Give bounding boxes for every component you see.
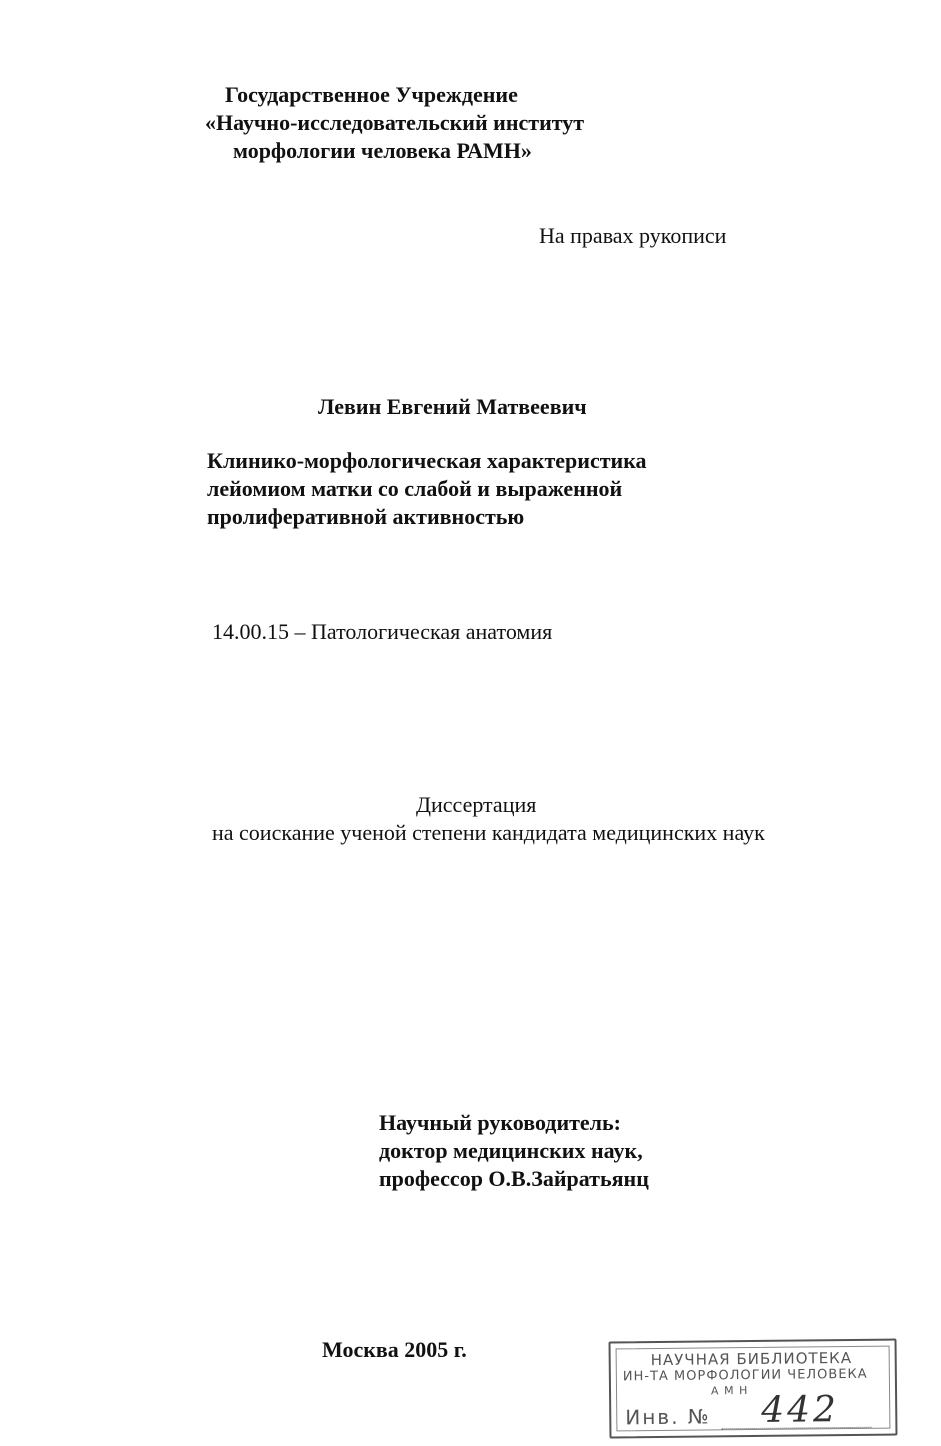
stamp-inventory-number: 442 bbox=[761, 1389, 840, 1431]
institution-line-2: «Научно-исследовательский институт bbox=[205, 110, 585, 135]
author-name: Левин Евгений Матвеевич bbox=[318, 394, 587, 419]
institution-line-1: Государственное Учреждение bbox=[225, 82, 518, 107]
dissertation-line-1: Диссертация bbox=[416, 792, 537, 817]
manuscript-note: На правах рукописи bbox=[539, 223, 727, 248]
stamp-line-1: НАУЧНАЯ БИБЛИОТЕКА bbox=[650, 1348, 853, 1370]
library-stamp bbox=[609, 1338, 898, 1438]
supervisor-line-3: профессор О.В.Зайратьянц bbox=[379, 1166, 649, 1191]
stamp-inventory-label: Инв. № bbox=[625, 1404, 711, 1430]
supervisor-line-2: доктор медицинских наук, bbox=[379, 1138, 643, 1163]
title-line-2: лейомиом матки со слабой и выраженной bbox=[207, 476, 623, 501]
specialty-code: 14.00.15 – Патологическая анатомия bbox=[212, 619, 553, 644]
title-line-3: пролиферативной активностью bbox=[207, 504, 525, 529]
stamp-line-2: ИН-ТА МОРФОЛОГИИ ЧЕЛОВЕКА bbox=[622, 1366, 868, 1385]
stamp-line-3: А М Н bbox=[710, 1384, 749, 1398]
title-line-1: Клинико-морфологическая характеристика bbox=[207, 448, 647, 473]
institution-line-3: морфологии человека РАМН» bbox=[233, 138, 532, 163]
city-year: Москва 2005 г. bbox=[322, 1337, 467, 1362]
dissertation-line-2: на соискание ученой степени кандидата медицинских наук bbox=[212, 820, 765, 845]
supervisor-line-1: Научный руководитель: bbox=[379, 1110, 621, 1135]
